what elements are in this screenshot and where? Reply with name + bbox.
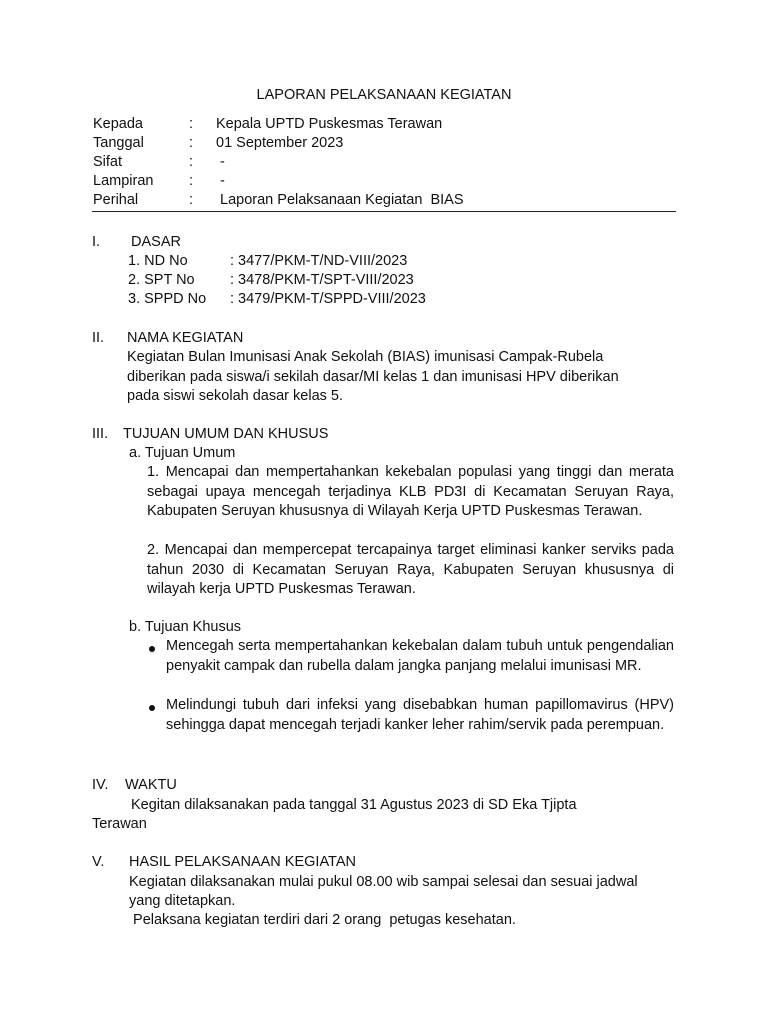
header-divider	[92, 211, 676, 212]
section-number-tujuan: III.	[92, 426, 109, 442]
header-label-kepada: Kepada	[93, 116, 143, 132]
header-value-sifat: -	[216, 154, 225, 170]
header-colon: :	[189, 154, 194, 170]
section-title-dasar: DASAR	[131, 234, 181, 250]
tujuan-umum-paragraph-2: 2. Mencapai dan mempercepat tercapainya target eliminasi kanker serviks pada tahun 2030 di Kecamatan Seruyan Raya, Kabupaten Seruyan khususnya di wilayah kerja UPTD Puskesmas Terawan.	[147, 542, 674, 597]
bullet-icon	[149, 646, 155, 652]
header-label-perihal: Perihal	[93, 192, 139, 208]
section-number-hasil: V.	[92, 854, 105, 870]
section-number-waktu: IV.	[92, 777, 109, 793]
hasil-line: Pelaksana kegiatan terdiri dari 2 orang petugas kesehatan.	[129, 912, 516, 928]
nama-line: pada siswi sekolah dasar kelas 5.	[127, 388, 344, 404]
section-title-nama: NAMA KEGIATAN	[127, 330, 244, 346]
bullet-icon	[149, 705, 155, 711]
header-colon: :	[189, 192, 194, 208]
header-value-kepada: Kepala UPTD Puskesmas Terawan	[216, 116, 443, 132]
hasil-line: yang ditetapkan.	[129, 893, 236, 909]
header-value-perihal: Laporan Pelaksanaan Kegiatan BIAS	[216, 192, 464, 208]
header-colon: :	[189, 135, 194, 151]
waktu-line: Terawan	[92, 816, 147, 832]
tujuan-khusus-item-1: Mencegah serta mempertahankan kekebalan dalam tubuh untuk pengendalian penyakit campak dan rubella dalam jangka panjang melalui imunisasi MR.	[166, 638, 674, 674]
dasar-item-value: : 3477/PKM-T/ND-VIII/2023	[230, 253, 408, 269]
dasar-item-label: 2. SPT No	[128, 272, 195, 288]
document-title: LAPORAN PELAKSANAAN KEGIATAN	[256, 87, 512, 103]
section-title-tujuan: TUJUAN UMUM DAN KHUSUS	[123, 426, 329, 442]
tujuan-umum-paragraph-1: 1. Mencapai dan mempertahankan kekebalan populasi yang tinggi dan merata sebagai upaya mencegah terjadinya KLB PD3I di Kecamatan Seruyan Raya, Kabupaten Seruyan khususnya di Wilayah Kerja UPTD Puskesmas Terawan.	[147, 464, 674, 519]
dasar-item-label: 3. SPPD No	[128, 291, 207, 307]
header-label-tanggal: Tanggal	[93, 135, 144, 151]
section-number-nama: II.	[92, 330, 105, 346]
header-colon: :	[189, 173, 194, 189]
header-label-sifat: Sifat	[93, 154, 123, 170]
section-title-hasil: HASIL PELAKSANAAN KEGIATAN	[129, 854, 356, 870]
hasil-line: Kegiatan dilaksanakan mulai pukul 08.00 wib sampai selesai dan sesuai jadwal	[129, 874, 638, 890]
header-value-tanggal: 01 September 2023	[216, 135, 344, 151]
tujuan-khusus-label: b. Tujuan Khusus	[129, 619, 242, 635]
dasar-item-value: : 3478/PKM-T/SPT-VIII/2023	[230, 272, 414, 288]
header-colon: :	[189, 116, 194, 132]
dasar-item-label: 1. ND No	[128, 253, 188, 269]
nama-line: diberikan pada siswa/i sekilah dasar/MI kelas 1 dan imunisasi HPV diberikan	[127, 369, 619, 385]
tujuan-umum-label: a. Tujuan Umum	[129, 445, 236, 461]
dasar-item-value: : 3479/PKM-T/SPPD-VIII/2023	[230, 291, 426, 307]
waktu-line: Kegitan dilaksanakan pada tanggal 31 Agustus 2023 di SD Eka Tjipta	[131, 797, 577, 813]
tujuan-khusus-item-2: Melindungi tubuh dari infeksi yang disebabkan human papillomavirus (HPV) sehingga dapat mencegah terjadi kanker leher rahim/servik pada perempuan.	[166, 697, 674, 733]
section-title-waktu: WAKTU	[125, 777, 177, 793]
header-label-lampiran: Lampiran	[93, 173, 154, 189]
nama-line: Kegiatan Bulan Imunisasi Anak Sekolah (BIAS) imunisasi Campak-Rubela	[127, 349, 604, 365]
section-number-dasar: I.	[92, 234, 101, 250]
header-value-lampiran: -	[216, 173, 225, 189]
